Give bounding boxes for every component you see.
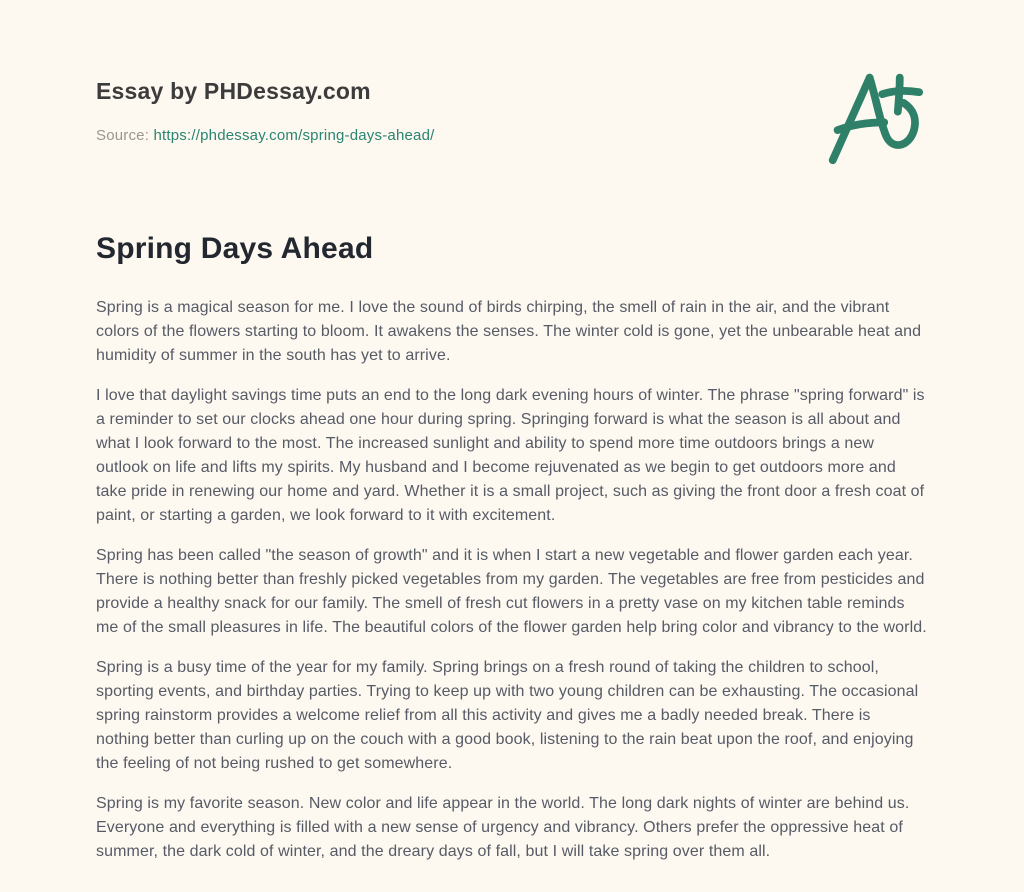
header (0, 0, 1024, 144)
essay-paragraph-1: Spring is a magical season for me. I love the sound of birds chirping, the smell of rain in the air, and the vibrant colors of the flowers starting to bloom. It awakens the senses. The winter cold is gone, yet the unbearable heat and humidity of summer in the south has yet to arrive. (96, 299, 922, 364)
source-line (96, 127, 928, 144)
essay-paragraph-4: Spring is a busy time of the year for my family. Spring brings on a fresh round of taking the children to school, sporting events, and birthday parties. Trying to keep up with two young children can be exhausting. The occasional spring rainstorm provides a welcome relief from all this activity and gives me a badly needed break. There is nothing better than curling up on the couch with a good book, listening to the rain beat upon the roof, and enjoying the feeling of not being rushed to get somewhere. (96, 659, 919, 772)
essay-paragraph-3: Spring has been called "the season of growth" and it is when I start a new vegetable and flower garden each year. There is nothing better than freshly picked vegetables from my garden. The vegetables are free from pesticides and provide a healthy snack for our family. The smell of fresh cut flowers in a pretty vase on my kitchen table reminds me of the small pleasures in life. The beautiful colors of the flower garden help bring color and vibrancy to the world. (96, 547, 927, 636)
source-label: Source: (96, 127, 150, 144)
essay-paragraph-2: I love that daylight savings time puts an end to the long dark evening hours of winter. The phrase "spring forward" is a reminder to set our clocks ahead one hour during spring. Springing forward is what the season is all about and what I look forward to the most. The increased sunlight and ability to spend more time outdoors brings a new outlook on life and lifts my spirits. My husband and I become rejuvenated as we begin to get outdoors more and take pride in renewing our home and yard. Whether it is a small project, such as giving the front door a fresh coat of paint, or starting a garden, we look forward to it with excitement. (96, 387, 925, 524)
a-plus-logo-icon (818, 66, 930, 168)
essay-body (0, 232, 1024, 864)
source-link[interactable]: https://phdessay.com/spring-days-ahead/ (153, 127, 435, 144)
essay-paragraph-5: Spring is my favorite season. New color and life appear in the world. The long dark nights of winter are behind us. Everyone and everything is filled with a new sense of urgency and vibrancy. Others prefer the oppressive heat of summer, the dark cold of winter, and the dreary days of fall, but I will take spring over them all. (96, 795, 910, 860)
header-title: Essay by PHDessay.com (96, 78, 371, 104)
essay-title: Spring Days Ahead (96, 232, 374, 265)
